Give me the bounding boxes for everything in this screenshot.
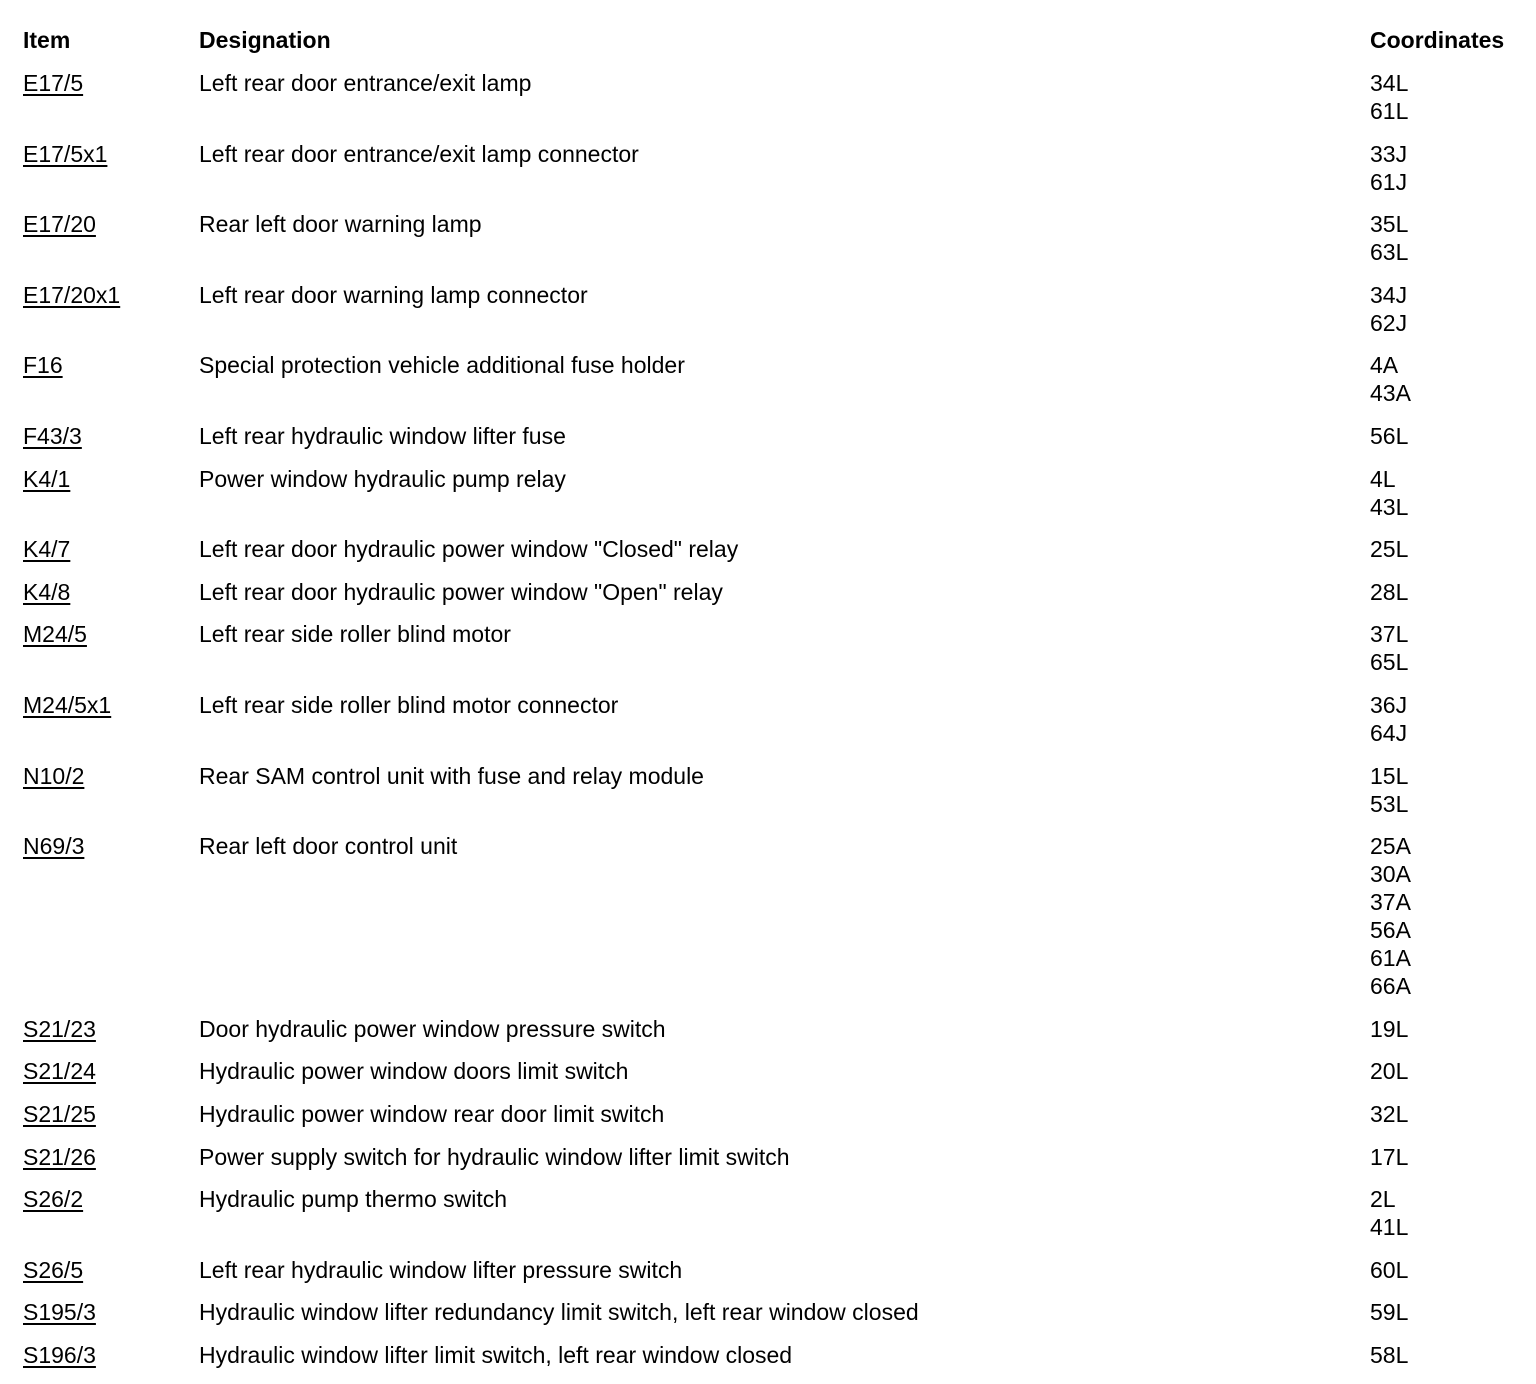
coordinates-cell xyxy=(1370,422,1408,450)
coordinate-value: 61L xyxy=(1370,98,1409,124)
designation-text: Hydraulic power window rear door limit switch xyxy=(199,1101,665,1127)
item-link[interactable]: S21/24 xyxy=(23,1058,96,1085)
table-header xyxy=(0,27,1536,55)
coordinate-value: 4L xyxy=(1370,465,1396,492)
item-link[interactable]: N69/3 xyxy=(23,833,85,860)
coordinates-cell xyxy=(1370,1143,1408,1171)
designation-text: Hydraulic power window doors limit switch xyxy=(199,1058,629,1085)
coordinate-value: 17L xyxy=(1370,1143,1409,1170)
coordinate-value: 43A xyxy=(1370,380,1411,407)
coordinates-cell xyxy=(1370,1015,1408,1043)
designation-text: Special protection vehicle additional fuse holder xyxy=(199,352,685,379)
designation-text: Rear left door warning lamp xyxy=(199,211,482,238)
item-link[interactable]: M24/5 xyxy=(23,621,87,648)
item-link[interactable]: E17/5 xyxy=(23,70,84,96)
designation-text: Power window hydraulic pump relay xyxy=(199,465,566,492)
coordinate-value: 56A xyxy=(1370,917,1411,944)
designation-text: Hydraulic pump thermo switch xyxy=(199,1186,508,1213)
coordinate-value: 64J xyxy=(1370,720,1408,746)
coordinate-value: 36J xyxy=(1370,692,1408,718)
designation-text: Left rear door entrance/exit lamp xyxy=(199,70,532,96)
designation-text: Left rear door hydraulic power window "Open" relay xyxy=(199,578,723,605)
item-link[interactable]: S21/26 xyxy=(23,1143,96,1170)
coordinate-value: 20L xyxy=(1370,1058,1409,1085)
coordinate-value: 65L xyxy=(1370,649,1409,676)
designation-text: Door hydraulic power window pressure switch xyxy=(199,1015,666,1042)
item-link[interactable]: M24/5x1 xyxy=(23,692,112,718)
designation-text: Left rear side roller blind motor connector xyxy=(199,692,619,718)
coordinate-value: 19L xyxy=(1370,1015,1409,1042)
item-link[interactable]: S196/3 xyxy=(23,1342,96,1368)
coordinates-cell xyxy=(1370,620,1408,676)
designation-text: Hydraulic window lifter redundancy limit switch, left rear window closed xyxy=(199,1299,919,1326)
item-link[interactable]: N10/2 xyxy=(23,762,85,789)
coordinates-column-header: Coordinates xyxy=(1370,27,1505,53)
coordinate-value: 33J xyxy=(1370,140,1408,167)
item-link[interactable]: S21/23 xyxy=(23,1015,96,1042)
coordinate-value: 41L xyxy=(1370,1214,1409,1241)
item-link[interactable]: K4/7 xyxy=(23,536,71,563)
coordinates-cell xyxy=(1370,351,1411,407)
designation-text: Left rear door entrance/exit lamp connector xyxy=(199,140,639,167)
coordinates-cell xyxy=(1370,465,1408,521)
coordinates-cell xyxy=(1370,281,1407,337)
coordinates-cell xyxy=(1370,1298,1408,1326)
coordinate-value: 63L xyxy=(1370,239,1409,266)
item-link[interactable]: K4/1 xyxy=(23,465,71,492)
coordinates-cell xyxy=(1370,1100,1408,1128)
coordinates-cell xyxy=(1370,832,1411,1000)
coordinate-value: 15L xyxy=(1370,762,1409,789)
coordinate-value: 56L xyxy=(1370,423,1409,449)
coordinates-cell xyxy=(1370,691,1407,747)
coordinates-cell xyxy=(1370,1057,1408,1085)
coordinates-cell xyxy=(1370,762,1408,818)
item-link[interactable]: K4/8 xyxy=(23,578,71,605)
coordinate-value: 25L xyxy=(1370,536,1409,563)
item-link[interactable]: E17/20x1 xyxy=(23,281,121,308)
coordinates-cell xyxy=(1370,1341,1408,1369)
designation-text: Left rear hydraulic window lifter pressure switch xyxy=(199,1256,683,1283)
item-link[interactable]: E17/20 xyxy=(23,211,96,238)
coordinate-value: 25A xyxy=(1370,833,1411,860)
coordinate-value: 32L xyxy=(1370,1101,1409,1127)
designation-text: Rear SAM control unit with fuse and relay module xyxy=(199,762,704,789)
item-link[interactable]: S26/5 xyxy=(23,1256,84,1283)
coordinate-value: 28L xyxy=(1370,578,1409,605)
coordinate-value: 66A xyxy=(1370,973,1411,1000)
designation-column-header: Designation xyxy=(199,27,331,53)
coordinate-value: 37L xyxy=(1370,621,1409,648)
item-column-header: Item xyxy=(23,27,71,53)
coordinates-cell xyxy=(1370,69,1408,125)
designation-text: Left rear hydraulic window lifter fuse xyxy=(199,423,566,449)
designation-text: Left rear door warning lamp connector xyxy=(199,281,588,308)
coordinate-value: 62J xyxy=(1370,309,1408,336)
coordinate-value: 61J xyxy=(1370,168,1408,195)
item-link[interactable]: S195/3 xyxy=(23,1299,96,1326)
coordinates-cell xyxy=(1370,1256,1408,1284)
designation-text: Rear left door control unit xyxy=(199,833,458,860)
designation-text: Left rear side roller blind motor xyxy=(199,621,511,648)
designation-text: Hydraulic window lifter limit switch, left rear window closed xyxy=(199,1342,793,1368)
coordinates-cell xyxy=(1370,535,1408,563)
designation-text: Left rear door hydraulic power window "Closed" relay xyxy=(199,536,739,563)
coordinate-value: 34J xyxy=(1370,281,1408,308)
item-link[interactable]: S21/25 xyxy=(23,1101,96,1127)
item-link[interactable]: S26/2 xyxy=(23,1186,84,1213)
coordinate-value: 60L xyxy=(1370,1256,1409,1283)
coordinate-value: 4A xyxy=(1370,352,1399,379)
coordinates-cell xyxy=(1370,578,1408,606)
coordinates-cell xyxy=(1370,1185,1408,1241)
coordinate-value: 2L xyxy=(1370,1186,1396,1213)
coordinate-value: 59L xyxy=(1370,1299,1409,1326)
coordinate-value: 37A xyxy=(1370,889,1411,916)
coordinate-value: 58L xyxy=(1370,1342,1409,1368)
coordinates-cell xyxy=(1370,210,1408,266)
item-link[interactable]: F43/3 xyxy=(23,423,82,449)
designation-text: Power supply switch for hydraulic window lifter limit switch xyxy=(199,1143,790,1170)
coordinate-value: 30A xyxy=(1370,861,1411,888)
coordinate-value: 43L xyxy=(1370,493,1409,520)
coordinates-cell xyxy=(1370,140,1407,196)
coordinate-value: 34L xyxy=(1370,70,1409,96)
item-link[interactable]: F16 xyxy=(23,352,63,379)
item-link[interactable]: E17/5x1 xyxy=(23,140,108,167)
coordinate-value: 35L xyxy=(1370,211,1409,238)
coordinate-value: 61A xyxy=(1370,945,1411,972)
coordinate-value: 53L xyxy=(1370,790,1409,817)
